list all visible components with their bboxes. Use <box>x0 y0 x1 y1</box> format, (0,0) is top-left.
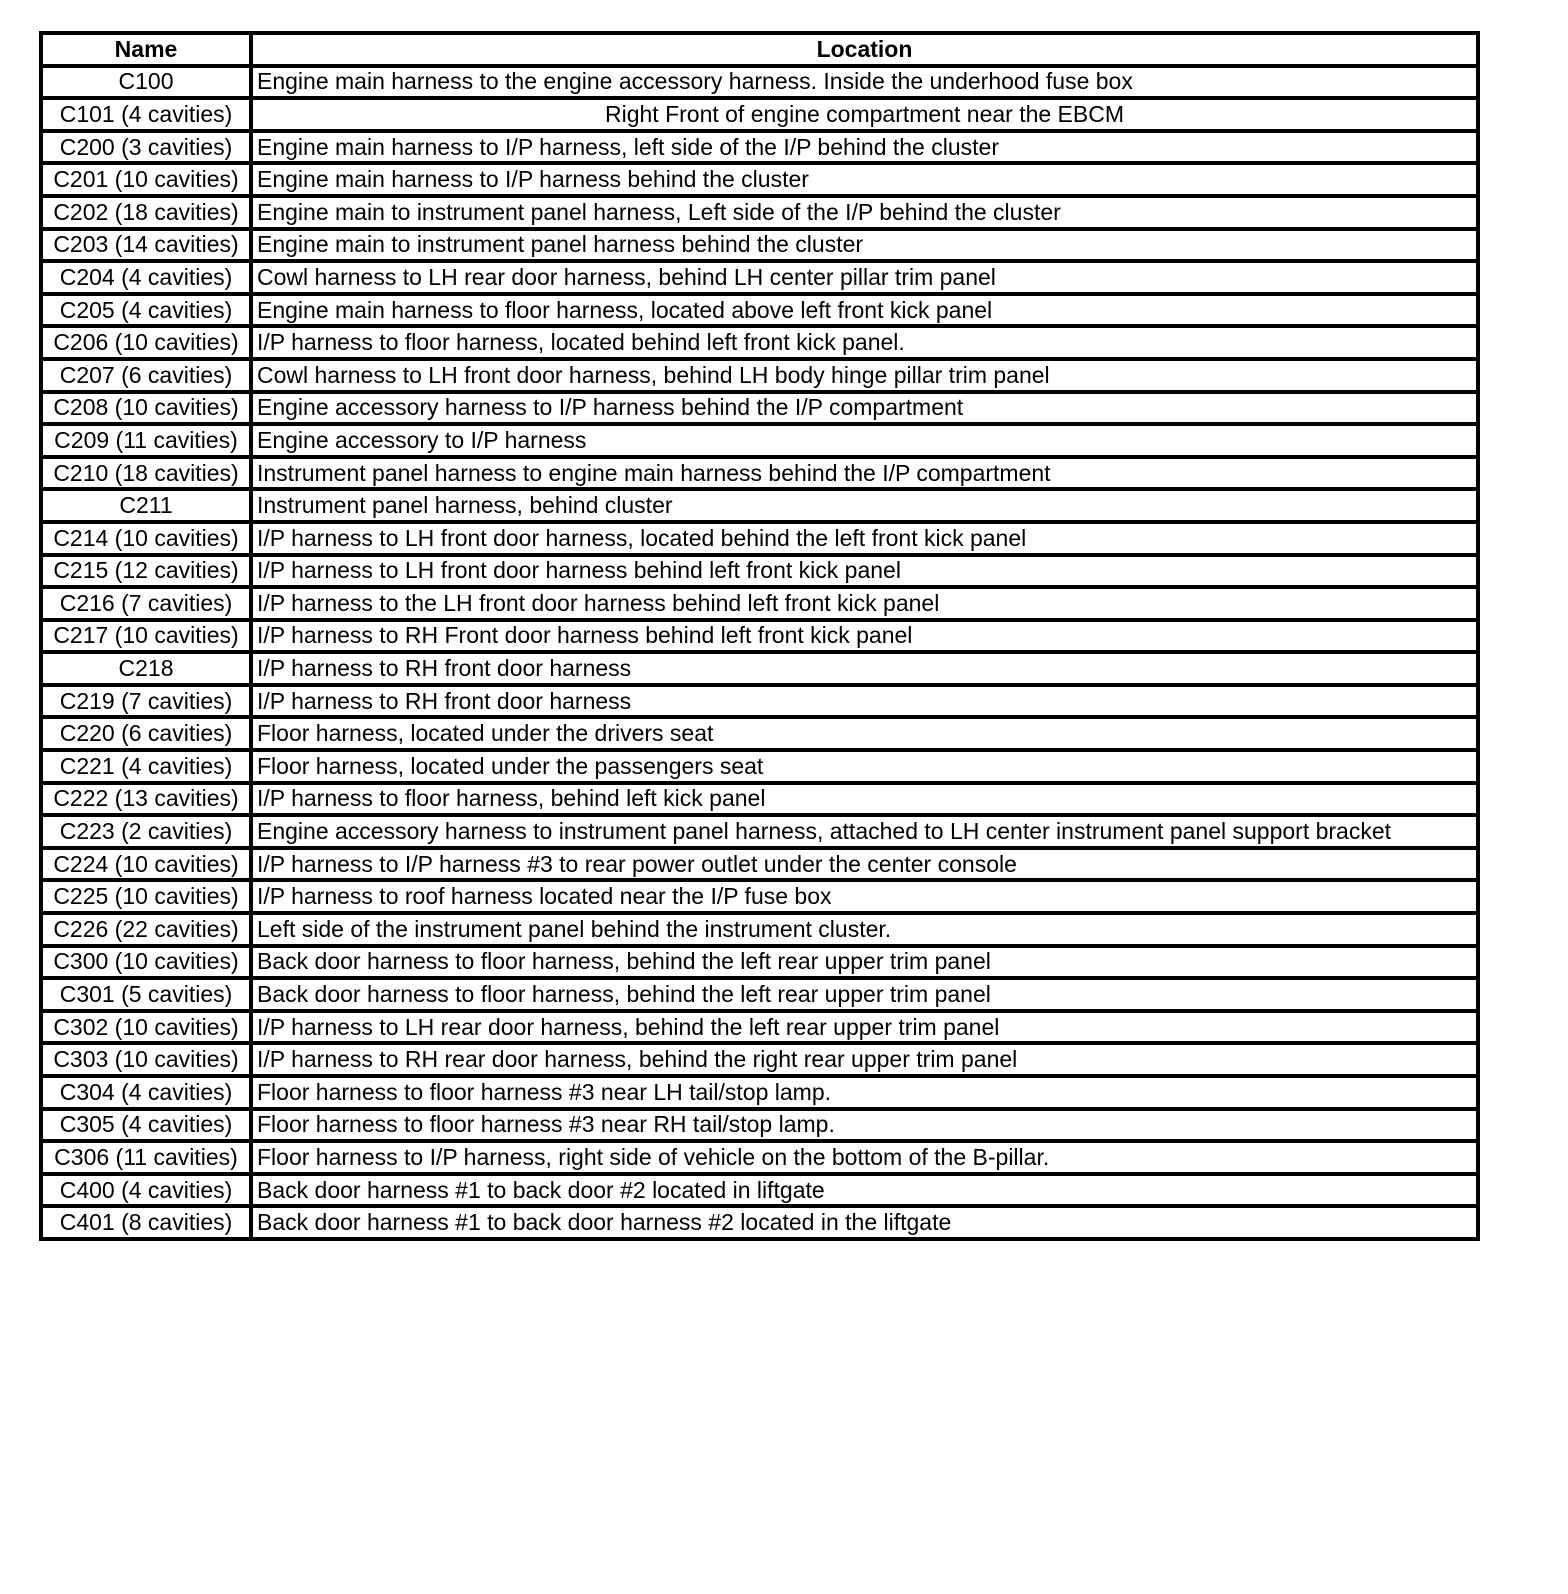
connector-name-cell: C204 (4 cavities) <box>41 261 251 294</box>
table-row <box>41 1076 1478 1109</box>
table-row <box>41 815 1478 848</box>
connector-name-cell: C208 (10 cavities) <box>41 392 251 425</box>
connector-name-cell: C223 (2 cavities) <box>41 815 251 848</box>
table-row <box>41 750 1478 783</box>
connector-name-cell: C305 (4 cavities) <box>41 1109 251 1142</box>
connector-name-cell: C215 (12 cavities) <box>41 555 251 588</box>
connector-location-cell: Engine main harness to I/P harness behind the cluster <box>251 163 1478 196</box>
table-row <box>41 261 1478 294</box>
connector-location-cell: Engine main harness to the engine accessory harness. Inside the underhood fuse box <box>251 66 1478 99</box>
connector-location-cell: I/P harness to RH front door harness <box>251 685 1478 718</box>
connector-name-cell: C304 (4 cavities) <box>41 1076 251 1109</box>
connector-location-cell: Instrument panel harness, behind cluster <box>251 489 1478 522</box>
table-row <box>41 359 1478 392</box>
table-row <box>41 1174 1478 1207</box>
table-row <box>41 229 1478 262</box>
table-row <box>41 66 1478 99</box>
table-row <box>41 620 1478 653</box>
table-row <box>41 913 1478 946</box>
connector-location-cell: Floor harness to floor harness #3 near LH tail/stop lamp. <box>251 1076 1478 1109</box>
table-row <box>41 163 1478 196</box>
table-row <box>41 848 1478 881</box>
connector-name-cell: C226 (22 cavities) <box>41 913 251 946</box>
connector-name-cell: C401 (8 cavities) <box>41 1206 251 1239</box>
table-row <box>41 326 1478 359</box>
connector-name-cell: C206 (10 cavities) <box>41 326 251 359</box>
table-body <box>41 66 1478 1239</box>
location-column-header: Location <box>251 33 1478 66</box>
connector-name-cell: C400 (4 cavities) <box>41 1174 251 1207</box>
table-row <box>41 1206 1478 1239</box>
connector-location-cell: Left side of the instrument panel behind the instrument cluster. <box>251 913 1478 946</box>
table-row <box>41 1043 1478 1076</box>
connector-location-cell: I/P harness to roof harness located near the I/P fuse box <box>251 880 1478 913</box>
connector-location-cell: Engine main to instrument panel harness behind the cluster <box>251 229 1478 262</box>
table-row <box>41 98 1478 131</box>
connector-name-cell: C221 (4 cavities) <box>41 750 251 783</box>
connector-name-cell: C225 (10 cavities) <box>41 880 251 913</box>
connector-name-cell: C101 (4 cavities) <box>41 98 251 131</box>
connector-name-cell: C216 (7 cavities) <box>41 587 251 620</box>
table-row <box>41 587 1478 620</box>
connector-name-cell: C202 (18 cavities) <box>41 196 251 229</box>
connector-name-cell: C209 (11 cavities) <box>41 424 251 457</box>
name-column-header: Name <box>41 33 251 66</box>
connector-location-cell: I/P harness to the LH front door harness behind left front kick panel <box>251 587 1478 620</box>
table-header-row <box>41 33 1478 66</box>
connector-location-cell: I/P harness to RH rear door harness, behind the right rear upper trim panel <box>251 1043 1478 1076</box>
connector-location-cell: Floor harness to floor harness #3 near RH tail/stop lamp. <box>251 1109 1478 1142</box>
table-row <box>41 685 1478 718</box>
table-row <box>41 946 1478 979</box>
connector-name-cell: C205 (4 cavities) <box>41 294 251 327</box>
connector-name-cell: C303 (10 cavities) <box>41 1043 251 1076</box>
connector-location-cell: Floor harness, located under the drivers seat <box>251 717 1478 750</box>
connector-location-table <box>39 31 1480 1241</box>
connector-location-cell: I/P harness to RH Front door harness behind left front kick panel <box>251 620 1478 653</box>
connector-location-cell: Engine accessory harness to I/P harness behind the I/P compartment <box>251 392 1478 425</box>
connector-location-cell: Right Front of engine compartment near the EBCM <box>251 98 1478 131</box>
connector-location-cell: Cowl harness to LH front door harness, behind LH body hinge pillar trim panel <box>251 359 1478 392</box>
connector-name-cell: C301 (5 cavities) <box>41 978 251 1011</box>
table-row <box>41 457 1478 490</box>
connector-location-cell: Engine main to instrument panel harness, Left side of the I/P behind the cluster <box>251 196 1478 229</box>
connector-name-cell: C219 (7 cavities) <box>41 685 251 718</box>
connector-name-cell: C203 (14 cavities) <box>41 229 251 262</box>
connector-location-cell: Cowl harness to LH rear door harness, behind LH center pillar trim panel <box>251 261 1478 294</box>
connector-name-cell: C302 (10 cavities) <box>41 1011 251 1044</box>
connector-name-cell: C201 (10 cavities) <box>41 163 251 196</box>
connector-location-cell: I/P harness to LH rear door harness, behind the left rear upper trim panel <box>251 1011 1478 1044</box>
connector-location-cell: I/P harness to LH front door harness, located behind the left front kick panel <box>251 522 1478 555</box>
connector-name-cell: C306 (11 cavities) <box>41 1141 251 1174</box>
table-row <box>41 196 1478 229</box>
table-row <box>41 1109 1478 1142</box>
table-row <box>41 294 1478 327</box>
connector-location-cell: Engine accessory harness to instrument panel harness, attached to LH center instrument panel support bracket <box>251 815 1478 848</box>
connector-location-cell: I/P harness to I/P harness #3 to rear power outlet under the center console <box>251 848 1478 881</box>
connector-location-cell: Back door harness #1 to back door harness #2 located in the liftgate <box>251 1206 1478 1239</box>
connector-name-cell: C211 <box>41 489 251 522</box>
connector-name-cell: C200 (3 cavities) <box>41 131 251 164</box>
connector-location-cell: Engine main harness to I/P harness, left side of the I/P behind the cluster <box>251 131 1478 164</box>
table-row <box>41 131 1478 164</box>
connector-location-cell: Floor harness, located under the passengers seat <box>251 750 1478 783</box>
connector-location-cell: Back door harness to floor harness, behind the left rear upper trim panel <box>251 946 1478 979</box>
connector-name-cell: C207 (6 cavities) <box>41 359 251 392</box>
connector-name-cell: C210 (18 cavities) <box>41 457 251 490</box>
connector-name-cell: C217 (10 cavities) <box>41 620 251 653</box>
connector-name-cell: C224 (10 cavities) <box>41 848 251 881</box>
connector-location-cell: Back door harness #1 to back door #2 located in liftgate <box>251 1174 1478 1207</box>
connector-location-cell: I/P harness to RH front door harness <box>251 652 1478 685</box>
connector-location-cell: Engine accessory to I/P harness <box>251 424 1478 457</box>
table-row <box>41 489 1478 522</box>
connector-name-cell: C218 <box>41 652 251 685</box>
connector-location-cell: I/P harness to floor harness, located behind left front kick panel. <box>251 326 1478 359</box>
table-row <box>41 783 1478 816</box>
table-row <box>41 978 1478 1011</box>
connector-name-cell: C222 (13 cavities) <box>41 783 251 816</box>
table-row <box>41 1011 1478 1044</box>
table-row <box>41 522 1478 555</box>
table-row <box>41 1141 1478 1174</box>
table-row <box>41 717 1478 750</box>
connector-location-cell: I/P harness to LH front door harness behind left front kick panel <box>251 555 1478 588</box>
connector-location-cell: Back door harness to floor harness, behind the left rear upper trim panel <box>251 978 1478 1011</box>
connector-location-cell: Floor harness to I/P harness, right side of vehicle on the bottom of the B-pillar. <box>251 1141 1478 1174</box>
table-row <box>41 392 1478 425</box>
connector-name-cell: C300 (10 cavities) <box>41 946 251 979</box>
connector-location-cell: Instrument panel harness to engine main harness behind the I/P compartment <box>251 457 1478 490</box>
table-row <box>41 652 1478 685</box>
table-row <box>41 880 1478 913</box>
table-row <box>41 555 1478 588</box>
table-row <box>41 424 1478 457</box>
connector-name-cell: C220 (6 cavities) <box>41 717 251 750</box>
connector-location-cell: I/P harness to floor harness, behind left kick panel <box>251 783 1478 816</box>
connector-location-cell: Engine main harness to floor harness, located above left front kick panel <box>251 294 1478 327</box>
connector-name-cell: C214 (10 cavities) <box>41 522 251 555</box>
connector-name-cell: C100 <box>41 66 251 99</box>
